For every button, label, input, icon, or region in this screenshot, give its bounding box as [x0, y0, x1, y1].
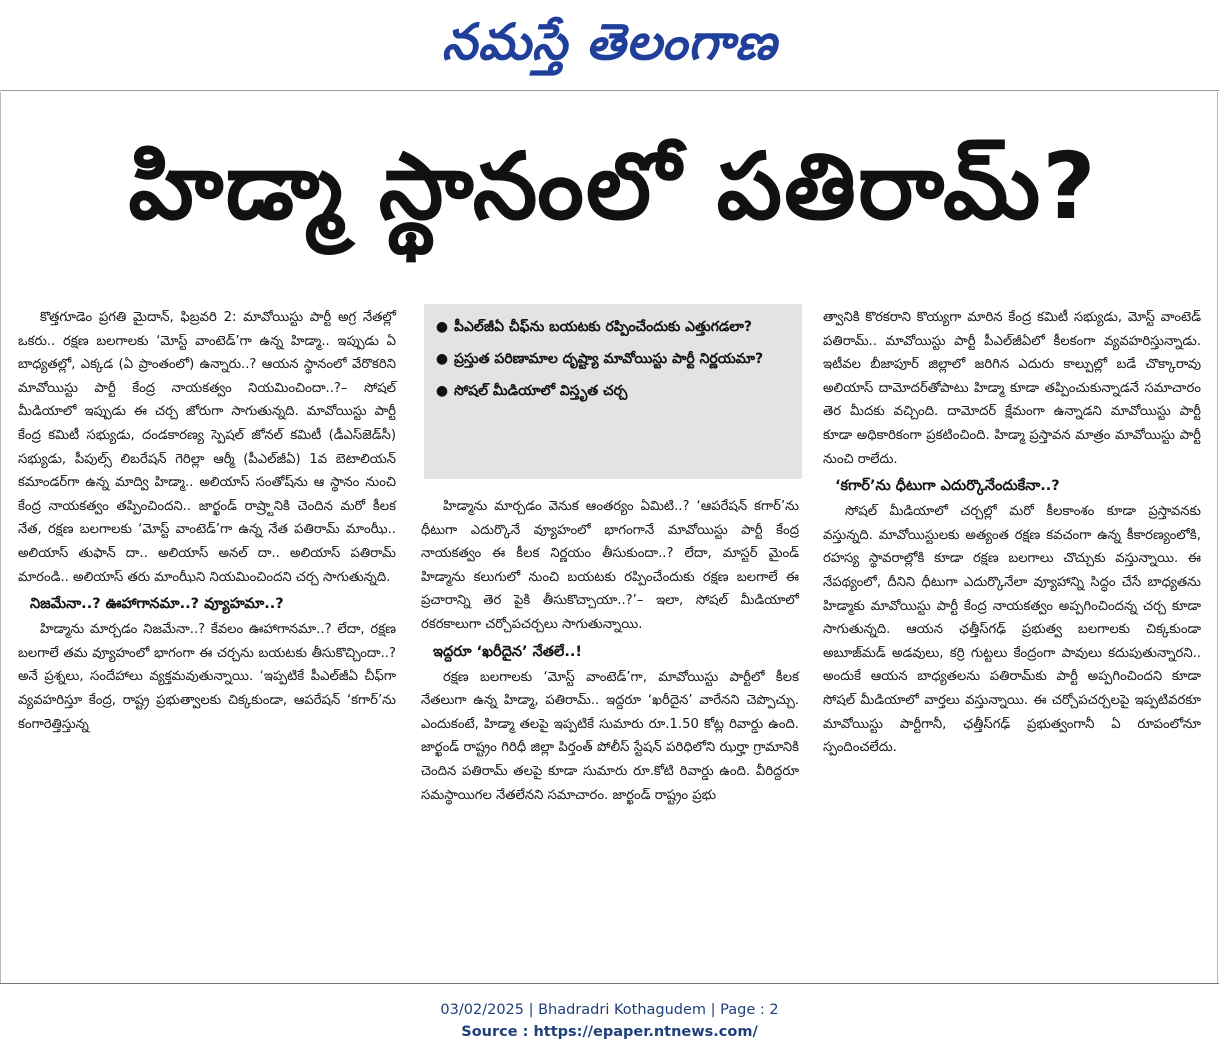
highlight-text: ప్రస్తుత పరిణామాల దృష్ట్యా మావోయిస్టు పార్టీ నిర్ణయమా? [454, 351, 764, 367]
column-2-paragraph-2: రక్షణ బలగాలకు ‘మోస్ట్‌ వాంటెడ్‌’గా, మావోయిస్టు పార్టీలో కీలక నేతలుగా ఉన్న హిడ్మా, పతిరామ్‌.. ఇద్దరూ ‘ఖరీదైన’ వారేనని చెప్పొచ్చు. ఎందుకంటే, హిడ్మా తలపై ఇప్పటికే సుమారు రూ.1.50 కోట్ల రివార్డు ఉంది. జార్ఖండ్‌ రాష్ట్రం గిరిధీ జిల్లా పిర్తంత్‌ పోలీస్‌ స్టేషన్‌ పరిధిలోని ఝర్హా గ్రామానికి చెందిన పతిరామ్‌ తలపై కూడా సుమారు రూ.కోటి రివార్డు ఉంది. వీరిద్దరూ సమస్థాయిగల నేతలేనని సమాచారం. జార్ఖండ్‌ రాష్ట్రం ప్రభు [421, 669, 799, 803]
article-column-1 [18, 306, 396, 978]
column-3-subheading: ‘కగార్‌’ను ధీటుగా ఎదుర్కొనేందుకేనా..? [835, 478, 1060, 495]
bullet-icon: ● [435, 383, 449, 399]
column-3-paragraph-1: త్వానికి కొరకరాని కొయ్యగా మారిన కేంద్ర కమిటీ సభ్యుడు, మోస్ట్‌ వాంటెడ్‌ పతిరామ్‌.. మావోయిస్టు పార్టీ పీఎల్‌జీఏలో కీలకంగా వ్యవహరిస్తున్నాడు. ఇటీవల బీజాపూర్‌ జిల్లాలో జరిగిన ఎదురు కాల్పుల్లో బడే చొక్కారావు అలియాస్‌ దామోదర్‌తోపాటు హిడ్మా కూడా తప్పించుకున్నాడనే సమాచారం తెర మీదకు వచ్చింది. దామోదర్‌ క్షేమంగా ఉన్నాడని మావోయిస్టు పార్టీ కూడా అధికారికంగా ప్రకటించింది. హిడ్మా ప్రస్తావన మాత్రం మావోయిస్టు పార్టీ నుంచి రాలేదు. [823, 310, 1201, 467]
highlight-text: సోషల్‌ మీడియాలో విస్తృత చర్చ [454, 383, 628, 399]
bullet-icon: ● [435, 351, 449, 367]
highlight-item [430, 346, 792, 372]
column-1-paragraph-1: కొత్తగూడెం ప్రగతి మైదాన్‌, ఫిబ్రవరి 2: మావోయిస్టు పార్టీ అగ్ర నేతల్లో ఒకరు.. రక్షణ బలగాలకు ‘మోస్ట్‌ వాంటెడ్‌’గా ఉన్న హిడ్మా.. ఇప్పుడు ఏ బాధ్యతల్లో, ఎక్కడ (ఏ ప్రాంతంలో) ఉన్నారు..? ఆయన స్థానంలో వేరొకరిని మావోయిస్టు పార్టీ కేంద్ర నాయకత్వం నియమించిందా..?– సోషల్‌ మీడియాలో ఇప్పుడు ఈ చర్చ జోరుగా సాగుతున్నది. మావోయిస్టు పార్టీ కేంద్ర కమిటీ సభ్యుడు, దండకారణ్య స్పెషల్‌ జోనల్‌ కమిటీ (డీఎస్‌జెడ్‌సీ) సభ్యుడు, పీపుల్స్‌ లిబరేషన్‌ గెరిల్లా ఆర్మీ (పీఎల్‌జీఏ) 1వ బెటాలియన్‌ కమాండర్‌గా ఉన్న మాద్వి హిడ్మా.. అలియాస్‌ సంతోష్‌ను ఆ స్థానం నుంచి కేంద్ర నాయకత్వం తప్పించిందని.. జార్ఖండ్‌ రాష్ర్టానికి చెందిన మరో కీలక నేత, రక్షణ బలగాలకు ‘మోస్ట్‌ వాంటెడ్‌’గా ఉన్న నేత పతిరామ్‌ మాంఝీ.. అలియాస్‌ తుఫాన్‌ దా.. అలియాస్‌ అనల్‌ దా.. అలియాస్‌ పతిరామ్‌ మారండి.. అలియాస్‌ తరు మాంఝీని నియమించిందని చర్చ సాగుతున్నది. [18, 310, 396, 585]
top-divider [0, 90, 1219, 91]
left-border [0, 92, 1, 983]
column-3-paragraph-2: సోషల్‌ మీడియాలో చర్చల్లో మరో కీలకాంశం కూడా ప్రస్తావనకు వస్తున్నది. మావోయిస్టులకు అత్యంత రక్షణ కవచంగా ఉన్న కీకారణ్యంలోకి, రహస్య స్థావరాల్లోకి కూడా రక్షణ బలగాలు చొచ్చుకు వస్తున్నాయి. ఈ నేపథ్యంలో, దీనిని ధీటుగా ఎదుర్కొనేలా వ్యూహాన్ని సిద్ధం చేసే బాధ్యతను హిడ్మాకు మావోయిస్టు పార్టీ కేంద్ర నాయకత్వం అప్పగించిందన్న చర్చ కూడా సాగుతున్నది. ఆయన ఛత్తీస్‌గఢ్‌ ప్రభుత్వ బలగాలకు చిక్కకుండా అబూజ్‌మడ్‌ అడవులు, కర్రి గుట్టలు కేంద్రంగా పావులు కదుపుతున్నారని.. అందుకే ఆయన బాధ్యతలను పతిరామ్‌కు పార్టీ అప్పగించిందని కూడా సోషల్‌ మీడియాలో వార్తలు వస్తున్నాయి. ఈ చర్చోపచర్చలపై ఇప్పటివరకూ మావోయిస్టు పార్టీగానీ, ఛత్తీస్‌గఢ్‌ ప్రభుత్వంగానీ ఏ రూపంలోనూ స్పందించలేదు. [823, 504, 1201, 756]
footer-edition-info: 03/02/2025 | Bhadradri Kothagudem | Page : 2 [440, 1002, 779, 1018]
column-2-subheading: ఇద్దరూ ‘ఖరీదైన’ నేతలే..! [433, 643, 582, 660]
bullet-icon: ● [435, 319, 449, 335]
article-column-3 [823, 306, 1201, 978]
article-column-2 [421, 495, 799, 975]
column-1-paragraph-2: హిడ్మాను మార్చడం నిజమేనా..? కేవలం ఊహాగానమా..? లేదా, రక్షణ బలగాలే తమ వ్యూహంలో భాగంగా ఈ చర్చను బయటకు తీసుకొచ్చిందా..? అనే ప్రశ్నలు, సందేహాలు వ్యక్తమవుతున్నాయి. ‘ఇప్పటికే పీఎల్‌జీఏ చీఫ్‌గా వ్యవహరిస్తూ కేంద్ర, రాష్ట్ర ప్రభుత్వాలకు చిక్కకుండా, ఆపరేషన్‌ ‘కగార్‌’ను కంగారెత్తిస్తున్న [18, 622, 396, 732]
column-1-subheading: నిజమేనా..? ఊహాగానమా..? వ్యూహమా..? [30, 596, 284, 613]
bottom-divider [0, 983, 1219, 984]
highlight-item [430, 314, 792, 340]
column-2-paragraph-1: హిడ్మాను మార్చడం వెనుక ఆంతర్యం ఏమిటి..? ‘ఆపరేషన్‌ కగార్‌’ను ధీటుగా ఎదుర్కొనే వ్యూహంలో భాగంగానే మావోయిస్టు పార్టీ కేంద్ర నాయకత్వం ఈ కీలక నిర్ణయం తీసుకుందా..? లేదా, మాస్టర్‌ మైండ్‌ హిడ్మాను కలుగులో నుంచి బయటకు రప్పించేందుకు రక్షణ బలగాలే ఈ ప్రచారాన్ని తెర పైకి తీసుకొచ్చాయా..?’– ఇలా, సోషల్‌ మీడియాలో రకరకాలుగా చర్చోపచర్చలు సాగుతున్నాయి. [421, 499, 799, 632]
right-border [1217, 92, 1218, 983]
masthead-logo: నమస్తే తెలంగాణ [441, 13, 778, 71]
highlights-box [424, 304, 802, 479]
highlight-item [430, 378, 792, 404]
article-headline: హిడ్మా స్థానంలో పతిరామ్‌? [128, 133, 1098, 240]
footer-source: Source : https://epaper.ntnews.com/ [461, 1024, 758, 1040]
highlight-text: పీఎల్‌జీఏ చీఫ్‌ను బయటకు రప్పించేందుకు ఎత్తుగడలా? [454, 319, 753, 335]
